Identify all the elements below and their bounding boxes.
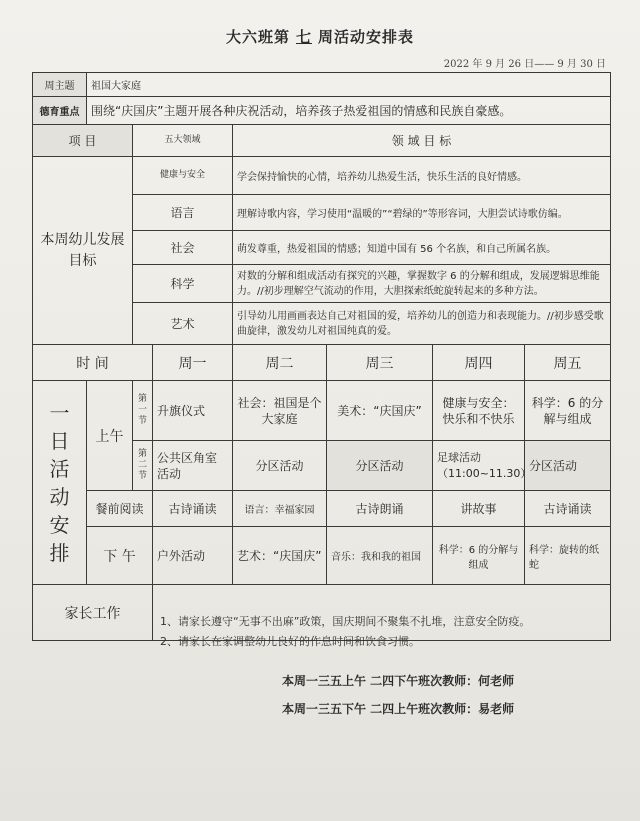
target-header: 领 域 目 标 <box>233 125 611 157</box>
day-header: 周三 <box>327 345 433 381</box>
section2-cell: 公共区角室活动 <box>153 441 233 491</box>
goal-domain: 艺术 <box>133 303 233 345</box>
teacher-line: 本周一三五下午 二四上午班次教师：易老师 <box>282 702 515 716</box>
section1-row <box>33 381 611 441</box>
daily-schedule-label: 一日活动安排 <box>33 381 87 585</box>
afternoon-cell: 科学：旋转的纸蛇 <box>525 527 611 585</box>
morning-label: 上午 <box>87 381 133 491</box>
domains-header: 五大领域 <box>133 125 233 157</box>
section1-cell: 科学：6 的分解与组成 <box>525 381 611 441</box>
reading-cell: 古诗诵读 <box>153 491 233 527</box>
day-header: 周五 <box>525 345 611 381</box>
teacher-line: 本周一三五上午 二四下午班次教师：何老师 <box>282 674 515 688</box>
goal-text: 理解诗歌内容，学习使用“温暖的”“碧绿的”等形容词，大胆尝试诗歌仿编。 <box>233 195 611 231</box>
schedule-table <box>32 72 611 641</box>
week-number: 七 <box>295 28 312 46</box>
goal-domain: 健康与安全 <box>133 157 233 195</box>
section2-cell: 足球活动（11:00~11.30） <box>433 441 525 491</box>
afternoon-cell: 户外活动 <box>153 527 233 585</box>
time-label: 时 间 <box>33 345 153 381</box>
section2-label: 第二节 <box>133 441 153 491</box>
day-header: 周二 <box>233 345 327 381</box>
section2-cell: 分区活动 <box>525 441 611 491</box>
goal-text: 对数的分解和组成活动有探究的兴趣，掌握数字 6 的分解和组成，发展逻辑思维能力。//初步理解空气流动的作用，大胆探索纸蛇旋转起来的多种方法。 <box>233 265 611 303</box>
title-suffix: 周活动安排表 <box>318 28 415 46</box>
goal-text: 学会保持愉快的心情，培养幼儿热爱生活，快乐生活的良好情感。 <box>233 157 611 195</box>
section1-cell: 美术：“庆国庆” <box>327 381 433 441</box>
day-header: 周四 <box>433 345 525 381</box>
moral-row <box>33 97 611 125</box>
theme-value: 祖国大家庭 <box>87 73 611 97</box>
schedule-title <box>0 26 640 47</box>
reading-cell: 古诗朗诵 <box>327 491 433 527</box>
goals-row-label: 本周幼儿发展目标 <box>33 157 133 345</box>
section2-cell: 分区活动 <box>233 441 327 491</box>
section2-cell: 分区活动 <box>327 441 433 491</box>
section1-cell: 升旗仪式 <box>153 381 233 441</box>
item-header: 项 目 <box>33 125 133 157</box>
afternoon-cell: 音乐：我和我的祖国 <box>327 527 433 585</box>
title-prefix: 大六班第 <box>225 28 290 46</box>
goals-header-row <box>33 125 611 157</box>
reading-label: 餐前阅读 <box>87 491 153 527</box>
section1-cell: 社会：祖国是个大家庭 <box>233 381 327 441</box>
theme-label: 周主题 <box>33 73 87 97</box>
parents-notes <box>160 612 530 652</box>
moral-label: 德育重点 <box>33 97 87 125</box>
reading-cell: 讲故事 <box>433 491 525 527</box>
goal-text: 引导幼儿用画画表达自己对祖国的爱，培养幼儿的创造力和表现能力。//初步感受歌曲旋律，激发幼儿对祖国纯真的爱。 <box>233 303 611 345</box>
goal-domain: 社会 <box>133 231 233 265</box>
afternoon-row <box>33 527 611 585</box>
date-range: 2022 年 9 月 26 日—— 9 月 30 日 <box>443 59 606 70</box>
goal-domain: 科学 <box>133 265 233 303</box>
reading-row <box>33 491 611 527</box>
goal-text: 萌发尊重，热爱祖国的情感；知道中国有 56 个名族，和自己所属名族。 <box>233 231 611 265</box>
days-header-row <box>33 345 611 381</box>
afternoon-cell: 艺术：“庆国庆” <box>233 527 327 585</box>
goal-row <box>33 157 611 195</box>
reading-cell: 语言：幸福家园 <box>233 491 327 527</box>
reading-cell: 古诗诵读 <box>525 491 611 527</box>
section1-cell: 健康与安全：快乐和不快乐 <box>433 381 525 441</box>
moral-value: 围绕“庆国庆”主题开展各种庆祝活动，培养孩子热爱祖国的情感和民族自豪感。 <box>87 97 611 125</box>
section1-label: 第一节 <box>133 381 153 441</box>
goal-domain: 语言 <box>133 195 233 231</box>
afternoon-label: 下 午 <box>87 527 153 585</box>
afternoon-cell: 科学：6 的分解与组成 <box>433 527 525 585</box>
parent-note: 2、请家长在家调整幼儿良好的作息时间和饮食习惯。 <box>160 635 420 648</box>
parents-label: 家长工作 <box>33 585 153 641</box>
theme-row <box>33 73 611 97</box>
parent-note: 1、请家长遵守“无事不出麻”政策，国庆期间不聚集不扎堆，注意安全防疫。 <box>160 615 531 628</box>
day-header: 周一 <box>153 345 233 381</box>
